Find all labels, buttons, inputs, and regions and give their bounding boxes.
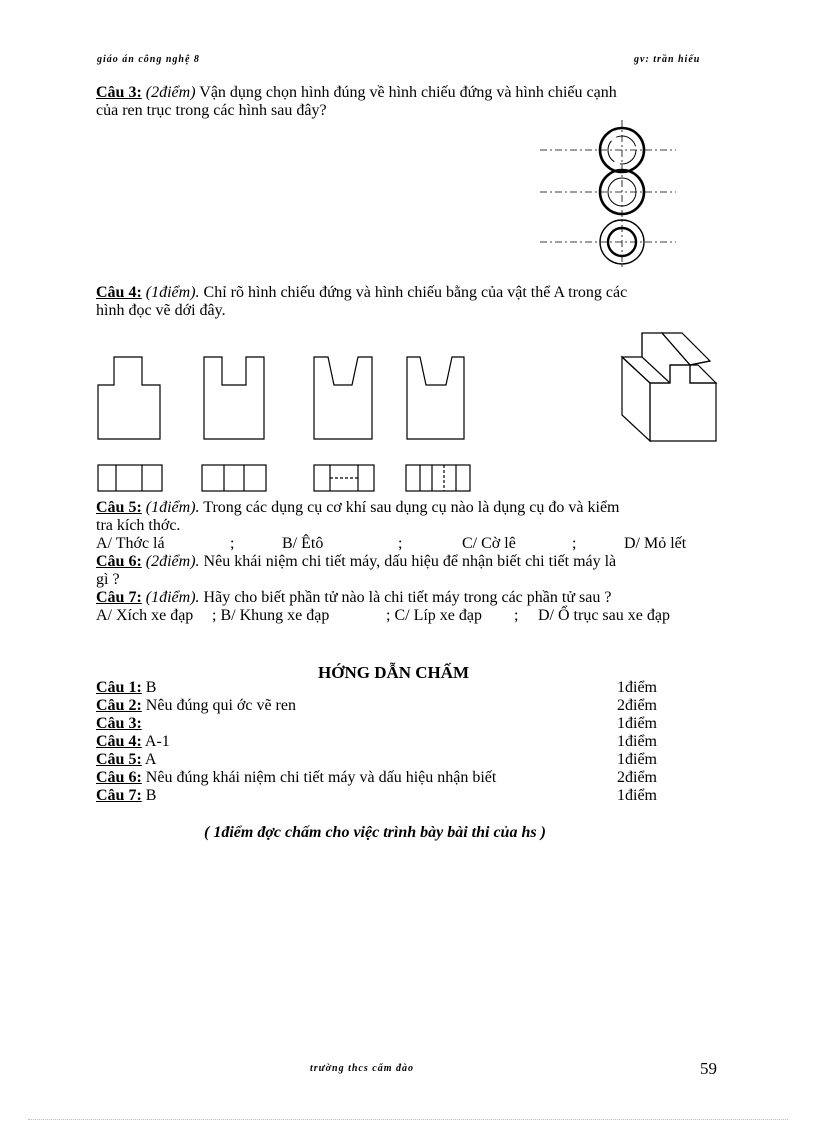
question-7-option-c: ; C/ Líp xe đạp [386,607,482,624]
answer-row-text: A-1 [141,733,170,750]
question-6-text-2: gì ? [96,571,120,588]
answer-row [96,751,657,769]
question-6 [96,553,616,571]
answer-row-text: B [141,679,157,696]
question-5-points: (1điểm). [145,499,200,516]
answer-row [96,787,657,805]
question-4-label: Câu 4: [96,284,142,301]
question-7-text-1: Hãy cho biết phần tử nào là chi tiết máy trong các phần tử sau ? [199,589,612,606]
answer-row [96,715,657,733]
answer-row-score: 1điểm [617,733,657,750]
top-views-figure [94,463,484,495]
page-bottom-divider [28,1119,788,1120]
answer-row-label: Câu 3: [96,715,142,732]
question-7-sep: ; [514,607,519,624]
answer-row-label: Câu 7: [96,787,142,804]
answer-key-note: ( 1điểm đợc chấm cho việc trình bày bài thi của hs ) [204,824,546,841]
question-7-points: (1điểm). [145,589,200,606]
answer-row-score: 1điểm [617,715,657,732]
question-5-option-b: B/ Êtô [282,535,324,552]
answer-row-label: Câu 4: [96,733,142,750]
answer-row-label: Câu 5: [96,751,142,768]
question-4-text-1: Chỉ rõ hình chiếu đứng và hình chiếu bằng của vật thể A trong các [199,284,628,301]
question-3 [96,84,617,102]
question-5-sep-2: ; [398,535,403,552]
footer-school: trường thcs cẩm đào [310,1063,414,1074]
question-3-points: (2điểm) [145,84,196,101]
header-left: giáo án công nghệ 8 [97,54,200,65]
answer-row [96,733,657,751]
answer-key-title: HỚNG DẪN CHẤM [318,663,470,682]
question-6-label: Câu 6: [96,553,142,570]
answer-row-score: 2điểm [617,769,657,786]
answer-row-score: 2điểm [617,697,657,714]
answer-row-label: Câu 6: [96,769,142,786]
thread-projection-figure [540,120,680,270]
answer-row-text: Nêu đúng khái niệm chi tiết máy và dấu hiệu nhận biết [141,769,497,786]
question-5-sep-3: ; [572,535,577,552]
question-4 [96,284,627,302]
front-views-figure [94,355,484,445]
question-3-text-1: Vận dụng chọn hình đúng về hình chiếu đứng và hình chiếu cạnh [195,84,617,101]
answer-row-score: 1điểm [617,751,657,768]
question-6-points: (2điểm). [145,553,200,570]
answer-row [96,679,657,697]
question-3-label: Câu 3: [96,84,142,101]
question-3-text-2: của ren trục trong các hình sau đây? [96,102,327,119]
answer-row-label: Câu 2: [96,697,142,714]
answer-row-text: B [141,787,157,804]
answer-row [96,697,657,715]
answer-row [96,769,657,787]
question-7-option-b: ; B/ Khung xe đạp [212,607,330,624]
page-number: 59 [700,1059,717,1078]
question-7-option-d: D/ Ổ trục sau xe đạp [538,607,670,624]
question-5-text-1: Trong các dụng cụ cơ khí sau dụng cụ nào là dụng cụ đo và kiểm [199,499,620,516]
question-7-label: Câu 7: [96,589,142,606]
answer-row-score: 1điểm [617,787,657,804]
question-5-option-a: A/ Thớc lá [96,535,165,552]
answer-row-score: 1điểm [617,679,657,696]
object-a-isometric [616,325,726,443]
question-4-points: (1điểm). [145,284,200,301]
question-5-sep-1: ; [230,535,235,552]
question-5-option-d: D/ Mỏ lết [624,535,687,552]
question-5-label: Câu 5: [96,499,142,516]
answer-row-text: A [141,751,157,768]
question-7-option-a: A/ Xích xe đạp [96,607,194,624]
question-5 [96,499,619,517]
question-5-option-c: C/ Cờ lê [462,535,516,552]
question-7 [96,589,611,607]
question-4-text-2: hình đọc vẽ dới đây. [96,302,226,319]
question-6-text-1: Nêu khái niệm chi tiết máy, dấu hiệu để nhận biết chi tiết máy là [199,553,617,570]
header-right: gv: trần hiếu [634,54,701,65]
question-5-text-2: tra kích thớc. [96,517,181,534]
answer-row-label: Câu 1: [96,679,142,696]
answer-row-text: Nêu đúng qui ớc vẽ ren [141,697,296,714]
